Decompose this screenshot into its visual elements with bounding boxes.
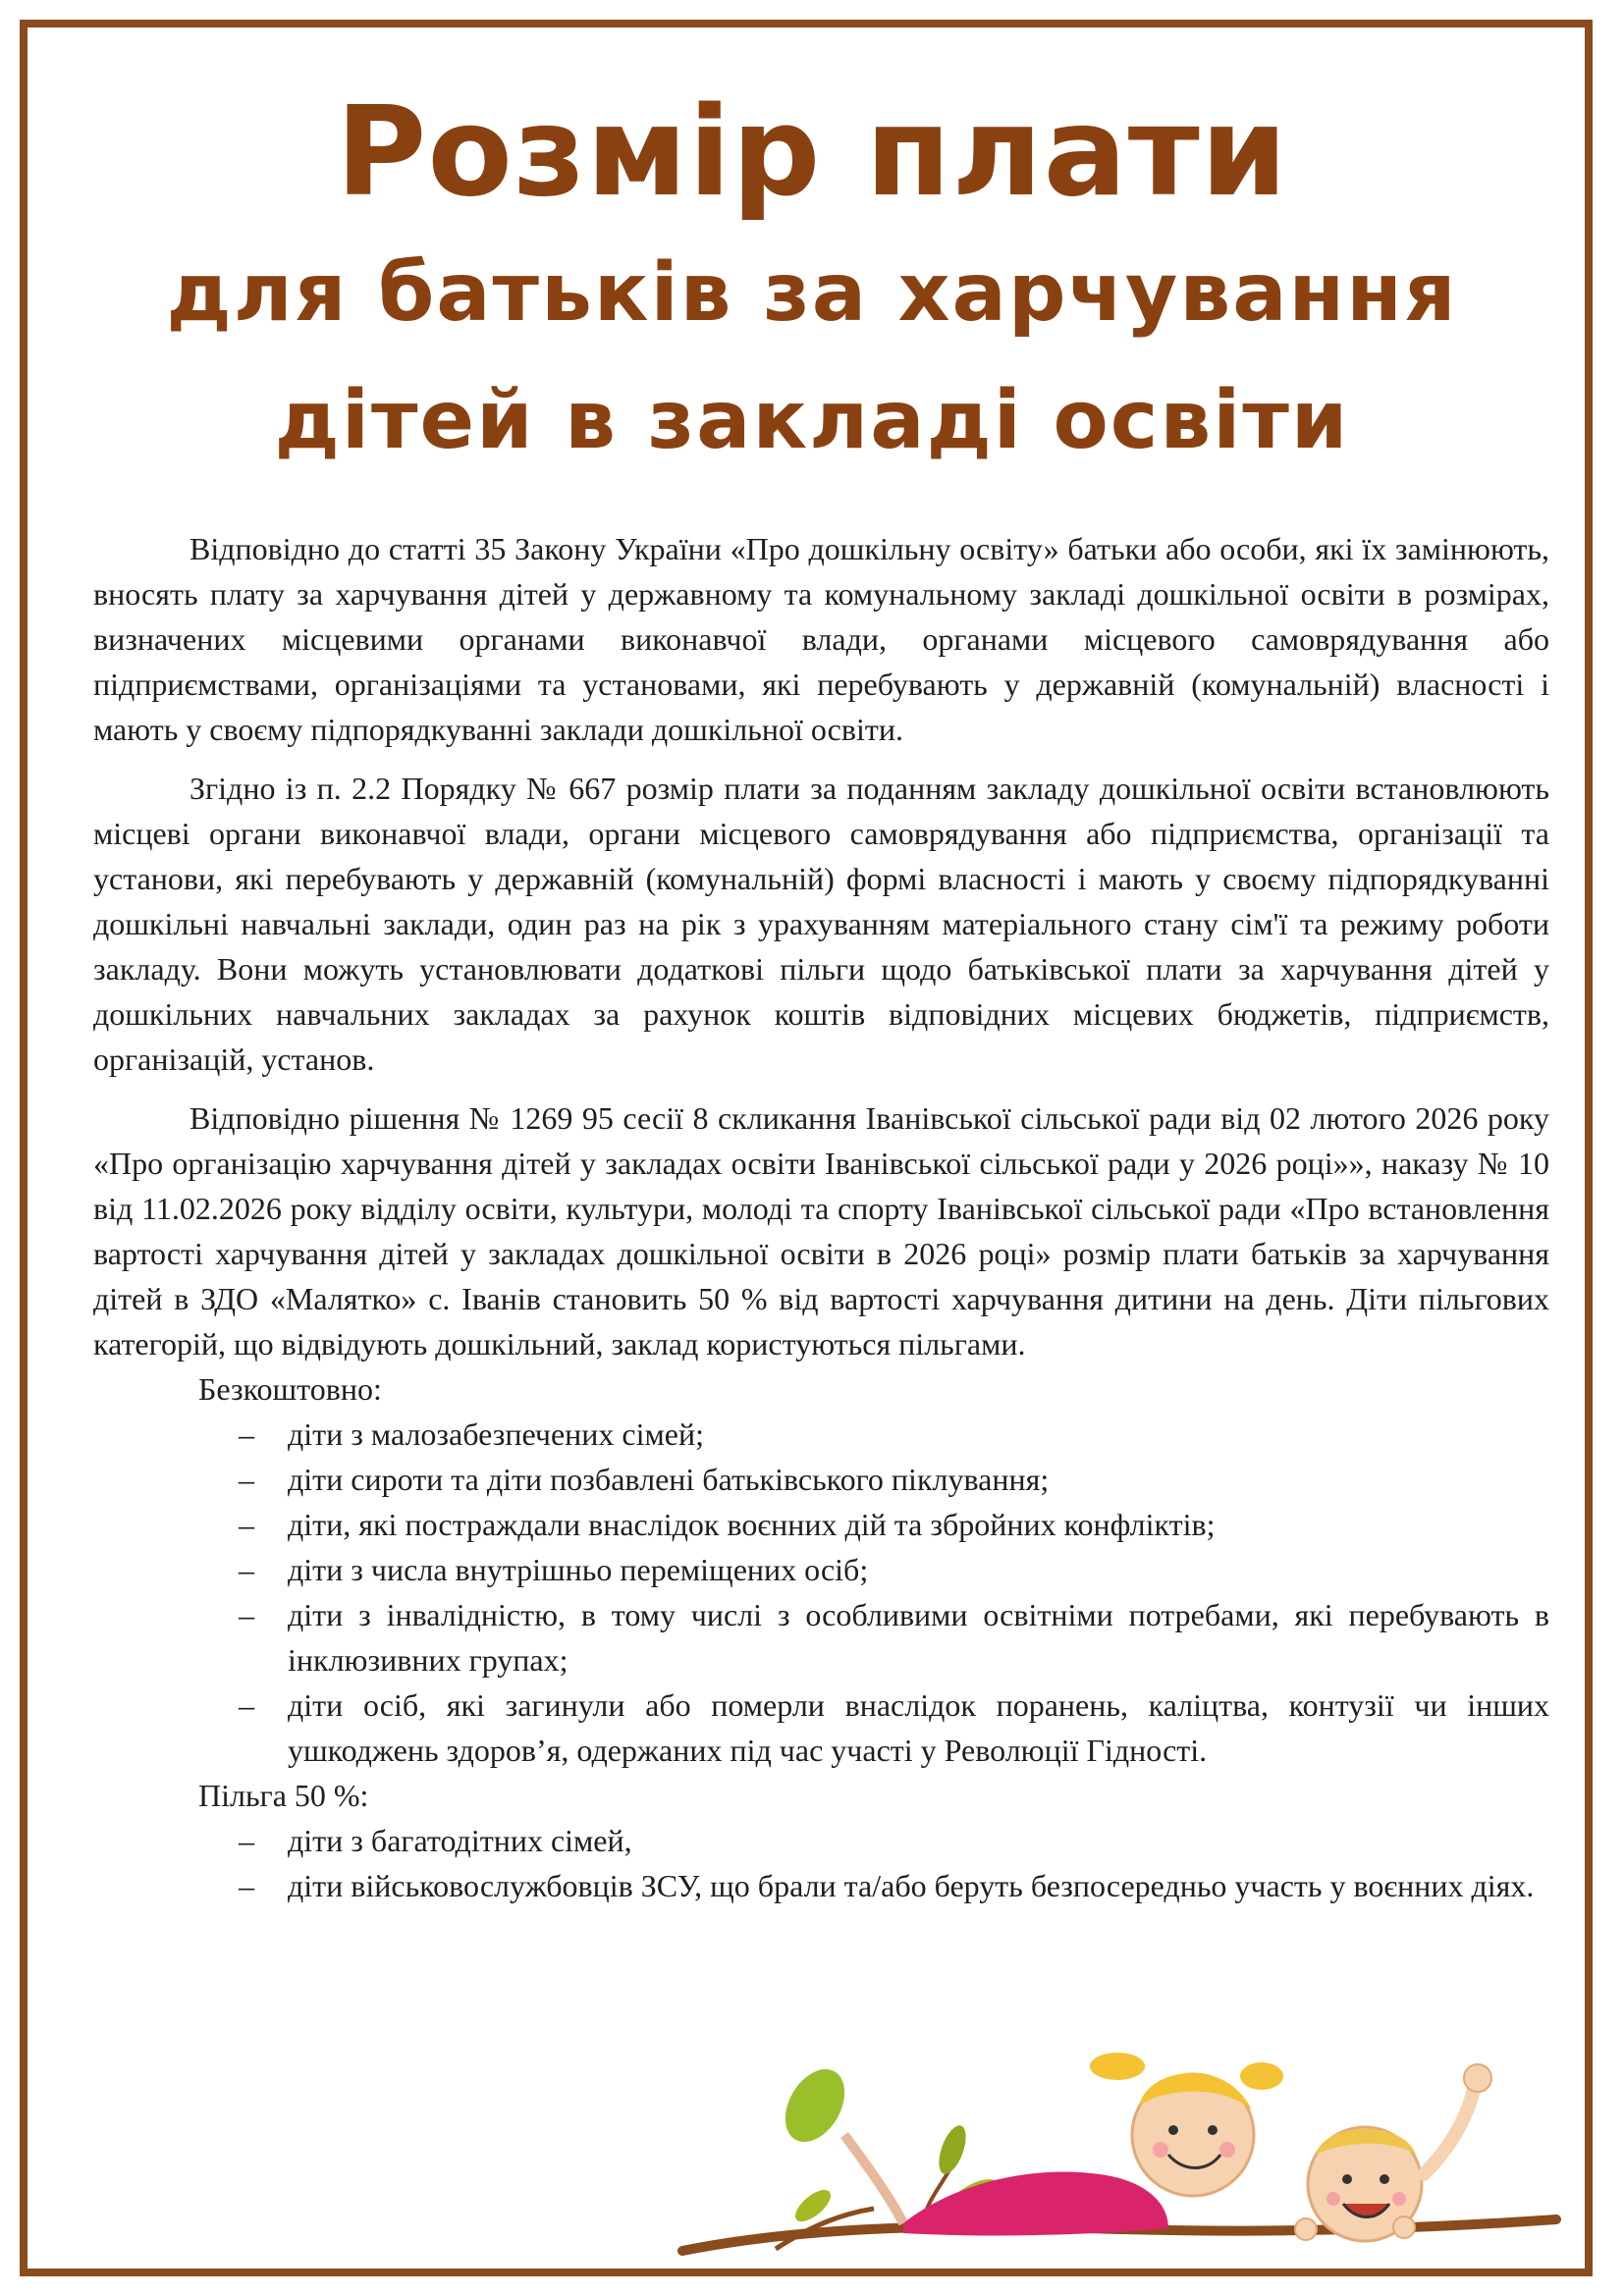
paragraph-law: Відповідно до статті 35 Закону України «Про дошкільну освіту» батьки або особи, які їх замінюють, вносять плату за харчування дітей у державному та комунальному закладі дошкільної освіти в розмірах, визначених місцевими органами виконавчої влади, органами місцевого самоврядування або підприємствами, організаціями та установами, які перебувають у державній (комунальній) власності і мають у своєму підпорядкуванні заклади дошкільної освіти. [93, 531, 1549, 747]
title-line-2: для батьків за харчування [166, 246, 1458, 340]
document-body [93, 526, 1549, 1908]
list-item: – діти сироти та діти позбавлені батьківського піклування; [93, 1457, 1549, 1502]
paragraph-decision: Відповідно рішення № 1269 95 сесії 8 скликання Іванівської сільської ради від 02 лютого 2026 року «Про організацію харчування дітей у закладах освіти Іванівської сільської ради у 2026 році»», наказу № 10 від 11.02.2026 року відділу освіти, культури, молоді та спорту Іванівської сільської ради «Про встановлення вартості харчування дітей у закладах дошкільної освіти в 2026 році» розмір плати батьків за харчування дітей в ЗДО «Малятко» с. Іванів становить 50 % від вартості харчування дитини на день. Діти пільгових категорій, що відвідують дошкільний, заклад користуються пільгами. [93, 1100, 1549, 1362]
list-item: – діти військовослужбовців ЗСУ, що брали та/або беруть безпосередньо участь у воєнних діях. [93, 1863, 1549, 1908]
hand-icon [1464, 2064, 1491, 2092]
list-item: – діти, які постраждали внаслідок воєнних дій та збройних конфліктів; [93, 1502, 1549, 1547]
list-item: – діти осіб, які загинули або померли внаслідок поранень, каліцтва, контузії чи інших ушкоджень здоров’я, одержаних під час участі у Революції Гідності. [93, 1682, 1549, 1773]
discount-list [93, 1818, 1549, 1908]
paragraph-order: Згідно із п. 2.2 Порядку № 667 розмір плати за поданням закладу дошкільної освіти встановлюють місцеві органи виконавчої влади, органи місцевого самоврядування або підприємства, організації та установи, які перебувають у державній (комунальній) формі власності і мають у своєму підпорядкуванні дошкільні навчальні заклади, один раз на рік з урахуванням матеріального стану сім'ї та режиму роботи закладу. Вони можуть установлювати додаткові пільги щодо батьківської плати за харчування дітей у дошкільних навчальних закладах за рахунок коштів відповідних місцевих бюджетів, підприємств, організацій, установ. [93, 771, 1549, 1077]
list-item: – діти з малозабезпечених сімей; [93, 1412, 1549, 1457]
children-illustration [677, 2027, 1561, 2263]
title-line-3: дітей в закладі освіти [274, 374, 1350, 467]
title-line-1: Розмір плати [335, 80, 1289, 224]
free-label: Безкоштовно: [198, 1371, 382, 1407]
discount-label: Пільга 50 %: [198, 1778, 369, 1813]
list-item: – діти з числа внутрішньо переміщених осіб; [93, 1547, 1549, 1592]
free-list [93, 1412, 1549, 1773]
leaf-icon [934, 2122, 971, 2177]
list-item: – діти з інвалідністю, в тому числі з особливими освітніми потребами, які перебувають в інклюзивних групах; [93, 1592, 1549, 1682]
list-item: – діти з багатодітних сімей, [93, 1818, 1549, 1863]
